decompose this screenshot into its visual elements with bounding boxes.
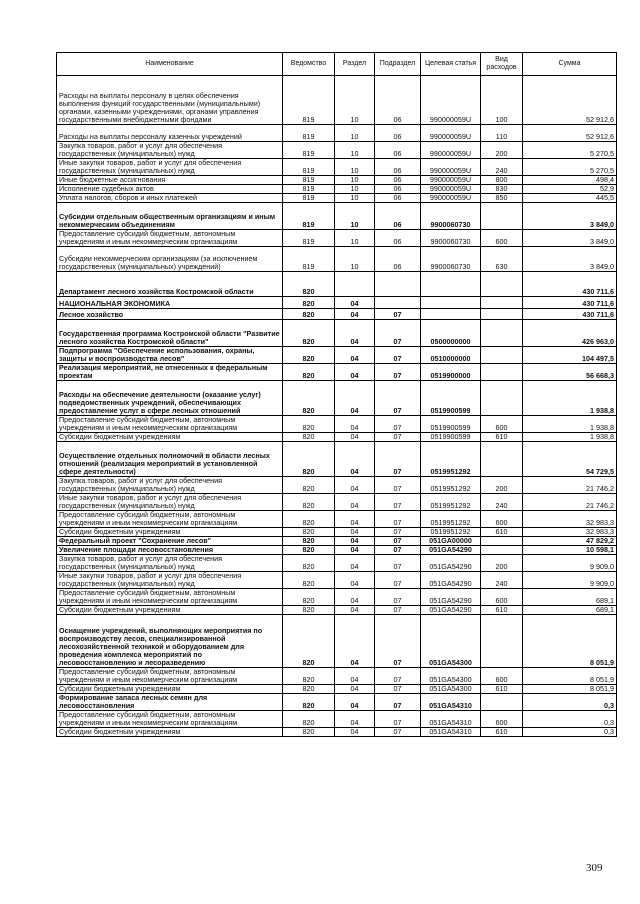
table-row bbox=[57, 364, 617, 381]
cell-name: Субсидии бюджетным учреждениям bbox=[57, 528, 283, 537]
cell-sum: 8 051,9 bbox=[523, 615, 617, 668]
cell-section: 04 bbox=[335, 442, 375, 477]
table-row bbox=[57, 511, 617, 528]
cell-section: 04 bbox=[335, 416, 375, 433]
cell-section: 10 bbox=[335, 142, 375, 159]
cell-subsection: 06 bbox=[375, 185, 421, 194]
cell-dept: 820 bbox=[283, 728, 335, 737]
cell-exp-type: 630 bbox=[481, 247, 523, 272]
cell-section: 04 bbox=[335, 347, 375, 364]
table-row bbox=[57, 381, 617, 416]
cell-subsection: 07 bbox=[375, 320, 421, 347]
cell-target: 990000059U bbox=[421, 185, 481, 194]
table-row bbox=[57, 528, 617, 537]
cell-dept: 820 bbox=[283, 494, 335, 511]
table-body bbox=[57, 76, 617, 737]
cell-name: Иные закупки товаров, работ и услуг для обеспечения государственных (муниципальных) нужд bbox=[57, 572, 283, 589]
cell-subsection: 07 bbox=[375, 511, 421, 528]
cell-section: 04 bbox=[335, 694, 375, 711]
cell-exp-type bbox=[481, 364, 523, 381]
col-header-exp-type: Вид расходов bbox=[481, 53, 523, 76]
col-header-section: Раздел bbox=[335, 53, 375, 76]
cell-section: 04 bbox=[335, 364, 375, 381]
cell-target bbox=[421, 309, 481, 320]
cell-section: 04 bbox=[335, 728, 375, 737]
cell-exp-type bbox=[481, 442, 523, 477]
cell-subsection: 07 bbox=[375, 615, 421, 668]
cell-target: 051GA54300 bbox=[421, 615, 481, 668]
cell-sum: 5 270,5 bbox=[523, 142, 617, 159]
cell-exp-type bbox=[481, 537, 523, 546]
col-header-subsection: Подраздел bbox=[375, 53, 421, 76]
cell-exp-type bbox=[481, 615, 523, 668]
cell-dept: 820 bbox=[283, 694, 335, 711]
cell-dept: 819 bbox=[283, 159, 335, 176]
cell-sum: 104 497,5 bbox=[523, 347, 617, 364]
cell-name: Увеличение площади лесовосстановления bbox=[57, 546, 283, 555]
cell-dept: 820 bbox=[283, 477, 335, 494]
cell-exp-type: 610 bbox=[481, 433, 523, 442]
cell-subsection: 07 bbox=[375, 477, 421, 494]
cell-target bbox=[421, 297, 481, 309]
cell-dept: 820 bbox=[283, 309, 335, 320]
cell-dept: 820 bbox=[283, 589, 335, 606]
cell-subsection: 07 bbox=[375, 606, 421, 615]
cell-section: 10 bbox=[335, 185, 375, 194]
cell-subsection: 07 bbox=[375, 555, 421, 572]
cell-dept: 820 bbox=[283, 668, 335, 685]
table-row bbox=[57, 185, 617, 194]
cell-subsection: 06 bbox=[375, 247, 421, 272]
cell-target: 0519900599 bbox=[421, 433, 481, 442]
cell-subsection bbox=[375, 297, 421, 309]
cell-name: Предоставление субсидий бюджетным, автономным учреждениям и иным некоммерческим организациям bbox=[57, 711, 283, 728]
cell-target: 051GA54290 bbox=[421, 555, 481, 572]
cell-section: 10 bbox=[335, 230, 375, 247]
table-row bbox=[57, 142, 617, 159]
cell-sum: 9 909,0 bbox=[523, 572, 617, 589]
cell-section: 04 bbox=[335, 685, 375, 694]
cell-dept: 819 bbox=[283, 76, 335, 125]
cell-dept: 819 bbox=[283, 194, 335, 203]
cell-exp-type: 600 bbox=[481, 711, 523, 728]
cell-section: 04 bbox=[335, 309, 375, 320]
table-row bbox=[57, 347, 617, 364]
cell-target bbox=[421, 272, 481, 297]
cell-target: 051GA54310 bbox=[421, 694, 481, 711]
cell-dept: 820 bbox=[283, 546, 335, 555]
cell-target: 051GA00000 bbox=[421, 537, 481, 546]
cell-dept: 820 bbox=[283, 685, 335, 694]
cell-name: Государственная программа Костромской области "Развитие лесного хозяйства Костромской области" bbox=[57, 320, 283, 347]
cell-name: Иные закупки товаров, работ и услуг для обеспечения государственных (муниципальных) нужд bbox=[57, 494, 283, 511]
cell-section: 04 bbox=[335, 477, 375, 494]
table-row bbox=[57, 615, 617, 668]
cell-name: Закупка товаров, работ и услуг для обеспечения государственных (муниципальных) нужд bbox=[57, 555, 283, 572]
cell-target: 0500000000 bbox=[421, 320, 481, 347]
cell-subsection: 06 bbox=[375, 176, 421, 185]
cell-dept: 819 bbox=[283, 142, 335, 159]
cell-subsection: 07 bbox=[375, 433, 421, 442]
cell-name: Закупка товаров, работ и услуг для обеспечения государственных (муниципальных) нужд bbox=[57, 477, 283, 494]
cell-exp-type: 240 bbox=[481, 572, 523, 589]
table-row bbox=[57, 416, 617, 433]
table-row bbox=[57, 194, 617, 203]
cell-section: 04 bbox=[335, 615, 375, 668]
cell-subsection bbox=[375, 272, 421, 297]
cell-sum: 52 912,6 bbox=[523, 76, 617, 125]
cell-name: Предоставление субсидий бюджетным, автономным учреждениям и иным некоммерческим организациям bbox=[57, 668, 283, 685]
col-header-target: Целевая статья bbox=[421, 53, 481, 76]
table-row bbox=[57, 203, 617, 230]
cell-target: 0519900599 bbox=[421, 416, 481, 433]
cell-dept: 820 bbox=[283, 347, 335, 364]
table-row bbox=[57, 572, 617, 589]
cell-subsection: 07 bbox=[375, 494, 421, 511]
cell-dept: 820 bbox=[283, 606, 335, 615]
cell-section: 10 bbox=[335, 176, 375, 185]
cell-section: 10 bbox=[335, 194, 375, 203]
cell-target: 9900060730 bbox=[421, 203, 481, 230]
cell-name: Реализация мероприятий, не отнесенных к федеральным проектам bbox=[57, 364, 283, 381]
cell-dept: 820 bbox=[283, 615, 335, 668]
cell-subsection: 07 bbox=[375, 685, 421, 694]
cell-dept: 820 bbox=[283, 537, 335, 546]
cell-subsection: 06 bbox=[375, 230, 421, 247]
cell-name: Иные закупки товаров, работ и услуг для обеспечения государственных (муниципальных) нужд bbox=[57, 159, 283, 176]
cell-target: 990000059U bbox=[421, 194, 481, 203]
cell-dept: 820 bbox=[283, 364, 335, 381]
table-row bbox=[57, 589, 617, 606]
cell-section: 04 bbox=[335, 546, 375, 555]
table-row bbox=[57, 176, 617, 185]
cell-subsection: 07 bbox=[375, 728, 421, 737]
cell-sum: 430 711,6 bbox=[523, 272, 617, 297]
cell-exp-type: 600 bbox=[481, 589, 523, 606]
cell-subsection: 07 bbox=[375, 364, 421, 381]
cell-target: 051GA54290 bbox=[421, 589, 481, 606]
cell-name: Субсидии бюджетным учреждениям bbox=[57, 685, 283, 694]
table-row bbox=[57, 247, 617, 272]
cell-dept: 819 bbox=[283, 247, 335, 272]
cell-sum: 0,3 bbox=[523, 711, 617, 728]
cell-name: Федеральный проект "Сохранение лесов" bbox=[57, 537, 283, 546]
budget-table bbox=[56, 52, 617, 737]
cell-name: Оснащение учреждений, выполняющих мероприятия по воспроизводству лесов, специализированной лесохозяйственной техникой и оборудованием для проведения комплекса мероприятий по лесовосстановлению и лесоразведению bbox=[57, 615, 283, 668]
cell-target: 0519900000 bbox=[421, 364, 481, 381]
cell-target: 990000059U bbox=[421, 76, 481, 125]
cell-sum: 8 051,9 bbox=[523, 685, 617, 694]
cell-section: 04 bbox=[335, 589, 375, 606]
cell-name: Субсидии некоммерческим организациям (за исключением государственных (муниципальных) учреждений) bbox=[57, 247, 283, 272]
table-row bbox=[57, 668, 617, 685]
cell-exp-type: 610 bbox=[481, 728, 523, 737]
cell-sum: 1 938,8 bbox=[523, 416, 617, 433]
cell-sum: 689,1 bbox=[523, 589, 617, 606]
cell-sum: 56 668,3 bbox=[523, 364, 617, 381]
table-row bbox=[57, 159, 617, 176]
cell-sum: 0,3 bbox=[523, 728, 617, 737]
table-row bbox=[57, 546, 617, 555]
cell-dept: 819 bbox=[283, 176, 335, 185]
cell-exp-type bbox=[481, 297, 523, 309]
cell-sum: 3 849,0 bbox=[523, 247, 617, 272]
cell-target: 051GA54290 bbox=[421, 572, 481, 589]
cell-dept: 820 bbox=[283, 442, 335, 477]
cell-sum: 3 849,0 bbox=[523, 203, 617, 230]
cell-section: 04 bbox=[335, 320, 375, 347]
cell-target: 9900060730 bbox=[421, 230, 481, 247]
cell-sum: 445,5 bbox=[523, 194, 617, 203]
cell-target: 0510000000 bbox=[421, 347, 481, 364]
cell-name: Расходы на выплаты персоналу в целях обеспечения выполнения функций государственными (муниципальными) органами, казенными учреждениями, органами управления государственными внебюджетными фондами bbox=[57, 76, 283, 125]
cell-sum: 430 711,6 bbox=[523, 297, 617, 309]
page-number: 309 bbox=[586, 862, 603, 874]
cell-target: 990000059U bbox=[421, 176, 481, 185]
cell-sum: 498,4 bbox=[523, 176, 617, 185]
table-row bbox=[57, 320, 617, 347]
cell-target: 990000059U bbox=[421, 159, 481, 176]
cell-subsection: 07 bbox=[375, 694, 421, 711]
cell-subsection: 07 bbox=[375, 309, 421, 320]
cell-dept: 820 bbox=[283, 320, 335, 347]
cell-name: Исполнение судебных актов bbox=[57, 185, 283, 194]
cell-dept: 820 bbox=[283, 433, 335, 442]
cell-name: Предоставление субсидий бюджетным, автономным учреждениям и иным некоммерческим организациям bbox=[57, 589, 283, 606]
cell-name: Субсидии бюджетным учреждениям bbox=[57, 433, 283, 442]
table-row bbox=[57, 606, 617, 615]
table-row bbox=[57, 494, 617, 511]
cell-dept: 820 bbox=[283, 711, 335, 728]
cell-sum: 426 963,0 bbox=[523, 320, 617, 347]
cell-section: 10 bbox=[335, 125, 375, 142]
cell-target: 0519951292 bbox=[421, 511, 481, 528]
cell-section bbox=[335, 272, 375, 297]
cell-sum: 430 711,6 bbox=[523, 309, 617, 320]
cell-exp-type bbox=[481, 203, 523, 230]
cell-dept: 820 bbox=[283, 528, 335, 537]
cell-sum: 689,1 bbox=[523, 606, 617, 615]
cell-name: Закупка товаров, работ и услуг для обеспечения государственных (муниципальных) нужд bbox=[57, 142, 283, 159]
cell-dept: 820 bbox=[283, 555, 335, 572]
cell-name: Предоставление субсидий бюджетным, автономным учреждениям и иным некоммерческим организациям bbox=[57, 511, 283, 528]
cell-exp-type bbox=[481, 272, 523, 297]
cell-name: Осуществление отдельных полномочий в области лесных отношений (реализация мероприятий в установленной сфере деятельности) bbox=[57, 442, 283, 477]
cell-subsection: 07 bbox=[375, 528, 421, 537]
cell-section: 04 bbox=[335, 528, 375, 537]
cell-sum: 1 938,8 bbox=[523, 381, 617, 416]
col-header-sum: Сумма bbox=[523, 53, 617, 76]
cell-target: 051GA54290 bbox=[421, 546, 481, 555]
cell-dept: 819 bbox=[283, 185, 335, 194]
cell-section: 04 bbox=[335, 537, 375, 546]
cell-subsection: 07 bbox=[375, 381, 421, 416]
cell-sum: 10 598,1 bbox=[523, 546, 617, 555]
cell-section: 10 bbox=[335, 76, 375, 125]
table-row bbox=[57, 694, 617, 711]
cell-section: 04 bbox=[335, 572, 375, 589]
table-row bbox=[57, 272, 617, 297]
cell-target: 051GA54300 bbox=[421, 668, 481, 685]
cell-dept: 820 bbox=[283, 272, 335, 297]
cell-name: Субсидии отдельным общественным организациям и иным некоммерческим объединениям bbox=[57, 203, 283, 230]
cell-sum: 5 270,5 bbox=[523, 159, 617, 176]
table-row bbox=[57, 230, 617, 247]
cell-subsection: 06 bbox=[375, 142, 421, 159]
cell-exp-type: 240 bbox=[481, 494, 523, 511]
cell-subsection: 06 bbox=[375, 125, 421, 142]
cell-exp-type bbox=[481, 694, 523, 711]
cell-dept: 820 bbox=[283, 572, 335, 589]
cell-exp-type: 240 bbox=[481, 159, 523, 176]
cell-sum: 52,9 bbox=[523, 185, 617, 194]
table-row bbox=[57, 297, 617, 309]
cell-sum: 8 051,9 bbox=[523, 668, 617, 685]
cell-target: 0519951292 bbox=[421, 494, 481, 511]
cell-sum: 3 849,0 bbox=[523, 230, 617, 247]
cell-subsection: 06 bbox=[375, 159, 421, 176]
cell-subsection: 07 bbox=[375, 442, 421, 477]
cell-exp-type: 600 bbox=[481, 416, 523, 433]
cell-dept: 819 bbox=[283, 203, 335, 230]
cell-subsection: 07 bbox=[375, 572, 421, 589]
cell-name: Субсидии бюджетным учреждениям bbox=[57, 728, 283, 737]
table-row bbox=[57, 685, 617, 694]
cell-exp-type: 600 bbox=[481, 668, 523, 685]
cell-subsection: 06 bbox=[375, 76, 421, 125]
cell-target: 051GA54290 bbox=[421, 606, 481, 615]
cell-exp-type: 200 bbox=[481, 477, 523, 494]
cell-section: 04 bbox=[335, 297, 375, 309]
cell-name: Департамент лесного хозяйства Костромской области bbox=[57, 272, 283, 297]
cell-sum: 32 983,3 bbox=[523, 528, 617, 537]
cell-name: Расходы на выплаты персоналу казенных учреждений bbox=[57, 125, 283, 142]
cell-name: Формирование запаса лесных семян для лесовосстановления bbox=[57, 694, 283, 711]
cell-target: 0519900599 bbox=[421, 381, 481, 416]
cell-subsection: 06 bbox=[375, 194, 421, 203]
table-row bbox=[57, 442, 617, 477]
cell-name: Субсидии бюджетным учреждениям bbox=[57, 606, 283, 615]
cell-dept: 820 bbox=[283, 381, 335, 416]
cell-subsection: 07 bbox=[375, 589, 421, 606]
table-row bbox=[57, 555, 617, 572]
cell-exp-type: 610 bbox=[481, 606, 523, 615]
cell-sum: 47 829,2 bbox=[523, 537, 617, 546]
cell-dept: 820 bbox=[283, 416, 335, 433]
cell-target: 990000059U bbox=[421, 125, 481, 142]
table-row bbox=[57, 477, 617, 494]
cell-target: 051GA54300 bbox=[421, 685, 481, 694]
cell-subsection: 07 bbox=[375, 416, 421, 433]
cell-exp-type bbox=[481, 381, 523, 416]
cell-sum: 21 746,2 bbox=[523, 494, 617, 511]
cell-section: 04 bbox=[335, 494, 375, 511]
cell-exp-type: 610 bbox=[481, 685, 523, 694]
cell-section: 10 bbox=[335, 247, 375, 272]
cell-section: 04 bbox=[335, 433, 375, 442]
cell-name: Расходы на обеспечение деятельности (оказание услуг) подведомственных учреждений, обеспечивающих предоставление услуг в сфере лесных отношений bbox=[57, 381, 283, 416]
cell-exp-type: 600 bbox=[481, 230, 523, 247]
cell-section: 04 bbox=[335, 668, 375, 685]
cell-exp-type bbox=[481, 347, 523, 364]
cell-subsection: 07 bbox=[375, 546, 421, 555]
cell-target: 9900060730 bbox=[421, 247, 481, 272]
cell-exp-type: 110 bbox=[481, 125, 523, 142]
cell-exp-type: 830 bbox=[481, 185, 523, 194]
cell-exp-type bbox=[481, 309, 523, 320]
cell-exp-type: 100 bbox=[481, 76, 523, 125]
table-row bbox=[57, 728, 617, 737]
table-row bbox=[57, 711, 617, 728]
cell-sum: 0,3 bbox=[523, 694, 617, 711]
cell-sum: 21 746,2 bbox=[523, 477, 617, 494]
cell-name: Уплата налогов, сборов и иных платежей bbox=[57, 194, 283, 203]
table-row bbox=[57, 76, 617, 125]
cell-target: 0519951292 bbox=[421, 477, 481, 494]
cell-target: 051GA54310 bbox=[421, 711, 481, 728]
table-row bbox=[57, 125, 617, 142]
cell-section: 10 bbox=[335, 159, 375, 176]
cell-name: Предоставление субсидий бюджетным, автономным учреждениям и иным некоммерческим организациям bbox=[57, 230, 283, 247]
cell-exp-type bbox=[481, 320, 523, 347]
cell-subsection: 06 bbox=[375, 203, 421, 230]
cell-exp-type: 200 bbox=[481, 142, 523, 159]
cell-target: 051GA54310 bbox=[421, 728, 481, 737]
cell-section: 04 bbox=[335, 381, 375, 416]
cell-exp-type: 200 bbox=[481, 555, 523, 572]
cell-section: 04 bbox=[335, 511, 375, 528]
cell-subsection: 07 bbox=[375, 347, 421, 364]
cell-dept: 819 bbox=[283, 230, 335, 247]
table-row bbox=[57, 433, 617, 442]
table-row bbox=[57, 309, 617, 320]
cell-target: 990000059U bbox=[421, 142, 481, 159]
cell-subsection: 07 bbox=[375, 537, 421, 546]
col-header-name: Наименование bbox=[57, 53, 283, 76]
cell-sum: 1 938,8 bbox=[523, 433, 617, 442]
cell-exp-type: 610 bbox=[481, 528, 523, 537]
cell-name: Лесное хозяйство bbox=[57, 309, 283, 320]
cell-exp-type: 600 bbox=[481, 511, 523, 528]
cell-name: НАЦИОНАЛЬНАЯ ЭКОНОМИКА bbox=[57, 297, 283, 309]
cell-exp-type: 800 bbox=[481, 176, 523, 185]
cell-section: 04 bbox=[335, 555, 375, 572]
cell-dept: 820 bbox=[283, 297, 335, 309]
cell-name: Предоставление субсидий бюджетным, автономным учреждениям и иным некоммерческим организациям bbox=[57, 416, 283, 433]
table-header bbox=[57, 53, 617, 76]
cell-sum: 54 729,5 bbox=[523, 442, 617, 477]
cell-section: 04 bbox=[335, 711, 375, 728]
cell-subsection: 07 bbox=[375, 711, 421, 728]
col-header-dept: Ведомство bbox=[283, 53, 335, 76]
cell-exp-type: 850 bbox=[481, 194, 523, 203]
cell-sum: 52 912,6 bbox=[523, 125, 617, 142]
table-row bbox=[57, 537, 617, 546]
cell-subsection: 07 bbox=[375, 668, 421, 685]
cell-sum: 9 909,0 bbox=[523, 555, 617, 572]
cell-name: Иные бюджетные ассигнования bbox=[57, 176, 283, 185]
cell-dept: 820 bbox=[283, 511, 335, 528]
cell-dept: 819 bbox=[283, 125, 335, 142]
cell-section: 10 bbox=[335, 203, 375, 230]
cell-section: 04 bbox=[335, 606, 375, 615]
cell-exp-type bbox=[481, 546, 523, 555]
cell-target: 0519951292 bbox=[421, 442, 481, 477]
cell-target: 0519951292 bbox=[421, 528, 481, 537]
cell-name: Подпрограмма "Обеспечение использования, охраны, защиты и воспроизводства лесов" bbox=[57, 347, 283, 364]
cell-sum: 32 983,3 bbox=[523, 511, 617, 528]
